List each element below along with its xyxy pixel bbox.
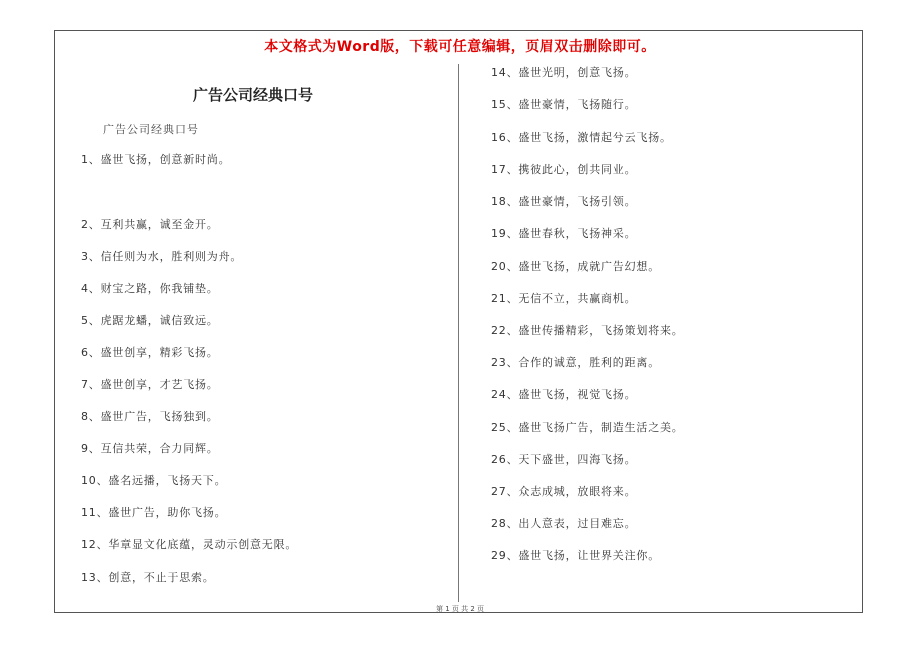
list-item: 14、盛世光明，创意飞扬。 — [491, 66, 637, 79]
list-item: 10、盛名远播，飞扬天下。 — [81, 474, 227, 487]
list-item: 24、盛世飞扬，视觉飞扬。 — [491, 388, 637, 401]
header-notice: 本文格式为Word版，下载可任意编辑，页眉双击删除即可。 — [264, 39, 656, 55]
list-item: 8、盛世广告，飞扬独到。 — [81, 410, 219, 423]
list-item: 4、财宝之路，你我铺垫。 — [81, 282, 219, 295]
list-item: 29、盛世飞扬，让世界关注你。 — [491, 549, 660, 562]
list-item: 17、携彼此心，创共同业。 — [491, 163, 637, 176]
page-number-footer: 第 1 页 共 2 页 — [435, 605, 485, 613]
list-item: 2、互利共赢，诚至金开。 — [81, 218, 219, 231]
list-item: 3、信任则为水，胜利则为舟。 — [81, 250, 243, 263]
list-item: 28、出人意表，过目难忘。 — [491, 517, 637, 530]
list-item: 5、虎踞龙蟠，诚信致远。 — [81, 314, 219, 327]
list-item: 21、无信不立，共赢商机。 — [491, 292, 637, 305]
list-item: 7、盛世创享，才艺飞扬。 — [81, 378, 219, 391]
list-item: 9、互信共荣，合力同辉。 — [81, 442, 219, 455]
list-item: 26、天下盛世，四海飞扬。 — [491, 453, 637, 466]
list-item: 11、盛世广告，助你飞扬。 — [81, 506, 227, 519]
list-item: 23、合作的诚意，胜利的距离。 — [491, 356, 660, 369]
list-item: 27、众志成城，放眼将来。 — [491, 485, 637, 498]
document-subtitle: 广告公司经典口号 — [103, 123, 199, 136]
list-item: 13、创意，不止于思索。 — [81, 571, 215, 584]
list-item: 6、盛世创享，精彩飞扬。 — [81, 346, 219, 359]
column-divider — [458, 64, 459, 602]
list-item: 25、盛世飞扬广告，制造生活之美。 — [491, 421, 684, 434]
list-item: 18、盛世豪情，飞扬引领。 — [491, 195, 637, 208]
list-item: 12、华章显文化底蕴，灵动示创意无限。 — [81, 538, 298, 551]
list-item: 22、盛世传播精彩，飞扬策划将来。 — [491, 324, 684, 337]
document-title: 广告公司经典口号 — [192, 86, 313, 104]
list-item: 1、盛世飞扬，创意新时尚。 — [81, 153, 231, 166]
list-item: 15、盛世豪情，飞扬随行。 — [491, 98, 637, 111]
list-item: 20、盛世飞扬，成就广告幻想。 — [491, 260, 660, 273]
list-item: 19、盛世春秋，飞扬神采。 — [491, 227, 637, 240]
list-item: 16、盛世飞扬，激情起兮云飞扬。 — [491, 131, 672, 144]
